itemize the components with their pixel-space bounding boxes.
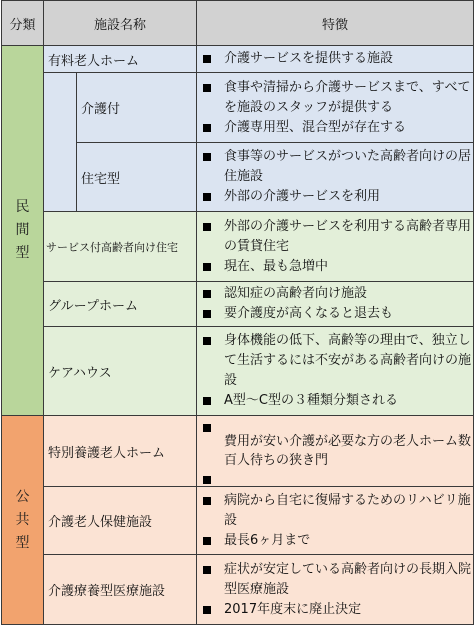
facility-features [197,73,474,143]
square-bullet-icon [203,55,211,63]
square-bullet-icon [203,263,211,271]
feature-item: 現在、最も急増中 [199,257,471,277]
table-row [2,46,474,73]
facility-name: 住宅型 [77,143,197,212]
feature-item: 症状が安定している高齢者向けの長期入院型医療施設 [199,560,471,600]
facility-name: 介護老人保健施設 [44,487,197,555]
facility-features [197,46,474,73]
square-bullet-icon [203,84,211,92]
category-char: 民 [15,199,30,215]
table-row [2,143,474,212]
table-row [2,282,474,327]
square-bullet-icon [203,606,211,614]
table-row [2,212,474,282]
table-row [2,487,474,555]
facility-name: グループホーム [44,282,197,327]
square-bullet-icon [203,223,211,231]
feature-item: 認知症の高齢者向け施設 [199,284,471,304]
category-char: 型 [15,245,30,261]
feature-item: 最長6ヶ月まで [199,531,471,551]
facility-name: 介護療養型医療施設 [44,555,197,625]
table-row [2,416,474,487]
category-char: 共 [15,511,30,528]
square-bullet-icon [203,424,211,432]
facility-features [197,555,474,625]
feature-item: 2017年度末に廃止決定 [199,600,471,620]
feature-text: 費用が安い介護が必要な方の老人ホーム数百人待ちの狭き門 [224,434,472,468]
square-bullet-icon [203,497,211,505]
facility-features [197,327,474,416]
feature-item: 食事等のサービスがついた高齢者向けの居住施設 [199,147,471,187]
square-bullet-icon [203,537,211,545]
header-facility-name: 施設名称 [44,1,197,46]
square-bullet-icon [203,566,211,574]
square-bullet-icon [203,310,211,318]
category-char: 公 [15,488,30,505]
feature-item: A型〜C型の３種類分類される [199,391,471,411]
category-char: 型 [15,534,30,551]
square-bullet-icon [203,397,211,405]
facility-features [197,416,474,487]
feature-item: 身体機能の低下、高齢等の理由で、独立して生活するには不安がある高齢者向けの施設 [199,331,471,391]
facility-table [1,0,474,625]
facility-features [197,487,474,555]
square-bullet-icon [203,290,211,298]
feature-item: 外部の介護サービスを利用する高齢者専用の賃貸住宅 [199,217,471,257]
facility-name: サービス付高齢者向け住宅 [44,212,197,282]
feature-item: 要介護度が高くなると退去も [199,304,471,324]
feature-item: 病院から自宅に復帰するためのリハビリ施設 [199,491,471,531]
feature-item [199,418,471,432]
header-features: 特徴 [197,1,474,46]
feature-item: 外部の介護サービスを利用 [199,187,471,207]
facility-features [197,282,474,327]
square-bullet-icon [203,337,211,345]
feature-item: 介護サービスを提供する施設 [199,49,471,69]
square-bullet-icon [203,193,211,201]
category-private [2,46,44,416]
table-row [2,555,474,625]
facility-name: 介護付 [77,73,197,143]
feature-item [199,470,471,484]
facility-features [197,212,474,282]
indent-spacer [44,143,77,212]
square-bullet-icon [203,124,211,132]
square-bullet-icon [203,153,211,161]
indent-spacer [44,73,77,143]
header-row [2,1,474,46]
category-char: 間 [15,222,30,238]
facility-name: 有料老人ホーム [44,46,197,73]
facility-name: ケアハウス [44,327,197,416]
feature-item: 介護専用型、混合型が存在する [199,118,471,138]
facility-features [197,143,474,212]
feature-item: 食事や清掃から介護サービスまで、すべてを施設のスタッフが提供する [199,78,471,118]
table-row [2,73,474,143]
header-category: 分類 [2,1,44,46]
facility-name: 特別養護老人ホーム [44,416,197,487]
square-bullet-icon [203,476,211,484]
table-row [2,327,474,416]
category-public [2,416,44,625]
